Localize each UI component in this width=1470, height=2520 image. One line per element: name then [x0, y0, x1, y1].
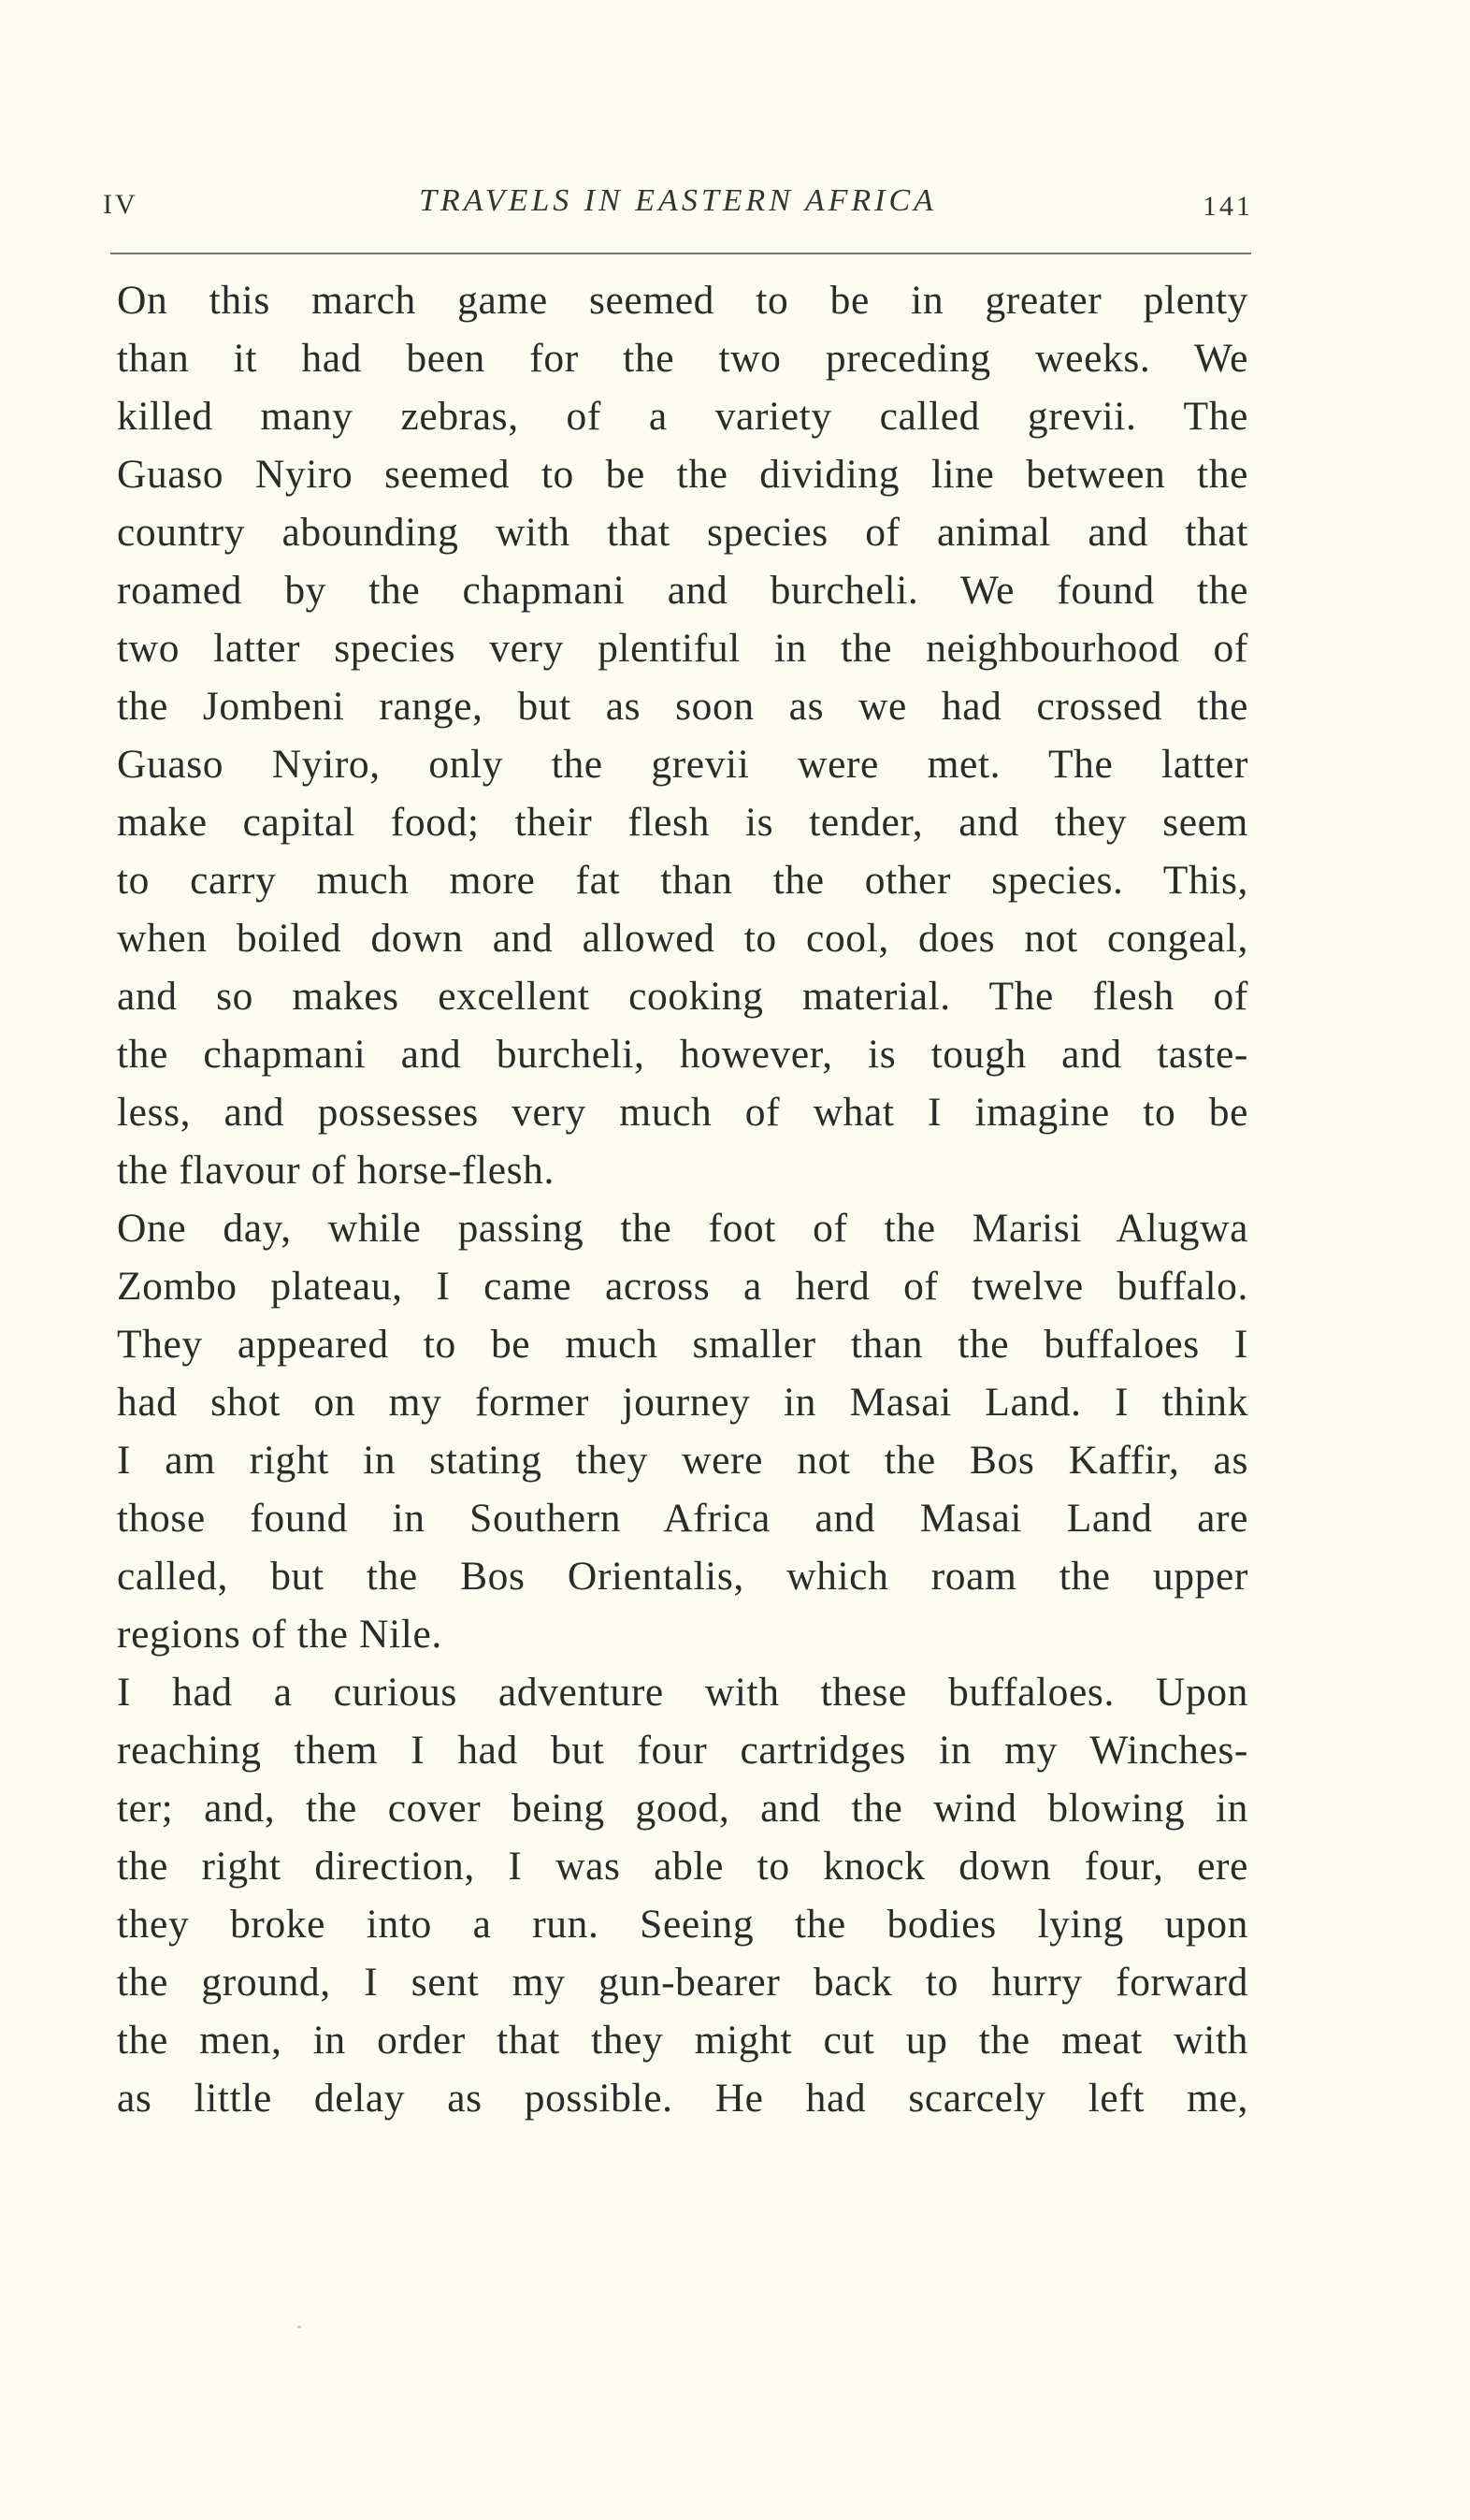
text-line: the ground, I sent my gun-bearer back to hurry forward	[117, 1960, 1248, 2005]
running-title: TRAVELS IN EASTERN AFRICA	[419, 183, 937, 218]
text-line: the Jombeni range, but as soon as we had crossed the	[117, 684, 1248, 729]
text-line: I had a curious adventure with these buffaloes. Upon	[117, 1670, 1248, 1715]
text-line: reaching them I had but four cartridges in my Winches-	[117, 1728, 1248, 1773]
chapter-number: IV	[103, 189, 138, 220]
paragraph-3	[117, 1663, 1248, 2127]
text-line: and so makes excellent cooking material. The flesh of	[117, 974, 1248, 1019]
text-line: two latter species very plentiful in the neighbourhood of	[117, 626, 1248, 671]
text-line: Guaso Nyiro seemed to be the dividing line between the	[117, 452, 1248, 497]
page-number: 141	[1203, 191, 1253, 222]
text-line: to carry much more fat than the other species. This,	[117, 858, 1248, 903]
paragraph-1	[117, 271, 1248, 1199]
header-rule	[110, 253, 1251, 254]
text-line: they broke into a run. Seeing the bodies lying upon	[117, 1902, 1248, 1947]
text-line: On this march game seemed to be in greater plenty	[117, 278, 1248, 323]
text-line: killed many zebras, of a variety called grevii. The	[117, 394, 1248, 439]
text-line: as little delay as possible. He had scarcely left me,	[117, 2076, 1248, 2121]
text-line: Zombo plateau, I came across a herd of twelve buffalo.	[117, 1264, 1248, 1309]
text-line: called, but the Bos Orientalis, which roam the upper	[117, 1554, 1248, 1599]
paper-speck	[297, 2325, 301, 2328]
text-line: less, and possesses very much of what I imagine to be	[117, 1090, 1248, 1135]
text-line: country abounding with that species of animal and that	[117, 510, 1248, 555]
text-line: than it had been for the two preceding weeks. We	[117, 336, 1248, 381]
text-line: make capital food; their flesh is tender, and they seem	[117, 800, 1248, 845]
text-line: those found in Southern Africa and Masai Land are	[117, 1496, 1248, 1541]
text-line: regions of the Nile.	[117, 1612, 442, 1657]
text-line: when boiled down and allowed to cool, does not congeal,	[117, 916, 1248, 961]
running-head	[103, 183, 1253, 234]
text-line: the right direction, I was able to knock down four, ere	[117, 1844, 1248, 1889]
paragraph-2	[117, 1199, 1248, 1663]
text-line: They appeared to be much smaller than the buffaloes I	[117, 1322, 1248, 1367]
text-line: roamed by the chapmani and burcheli. We found the	[117, 568, 1248, 613]
text-line: had shot on my former journey in Masai Land. I think	[117, 1380, 1248, 1425]
text-line: ter; and, the cover being good, and the wind blowing in	[117, 1786, 1248, 1831]
body-text	[117, 271, 1248, 2127]
text-line: One day, while passing the foot of the Marisi Alugwa	[117, 1206, 1248, 1251]
text-line: the flavour of horse-flesh.	[117, 1148, 555, 1193]
text-line: Guaso Nyiro, only the grevii were met. The latter	[117, 742, 1248, 787]
text-line: I am right in stating they were not the Bos Kaffir, as	[117, 1438, 1248, 1483]
text-line: the men, in order that they might cut up the meat with	[117, 2018, 1248, 2063]
text-line: the chapmani and burcheli, however, is tough and taste-	[117, 1032, 1248, 1077]
